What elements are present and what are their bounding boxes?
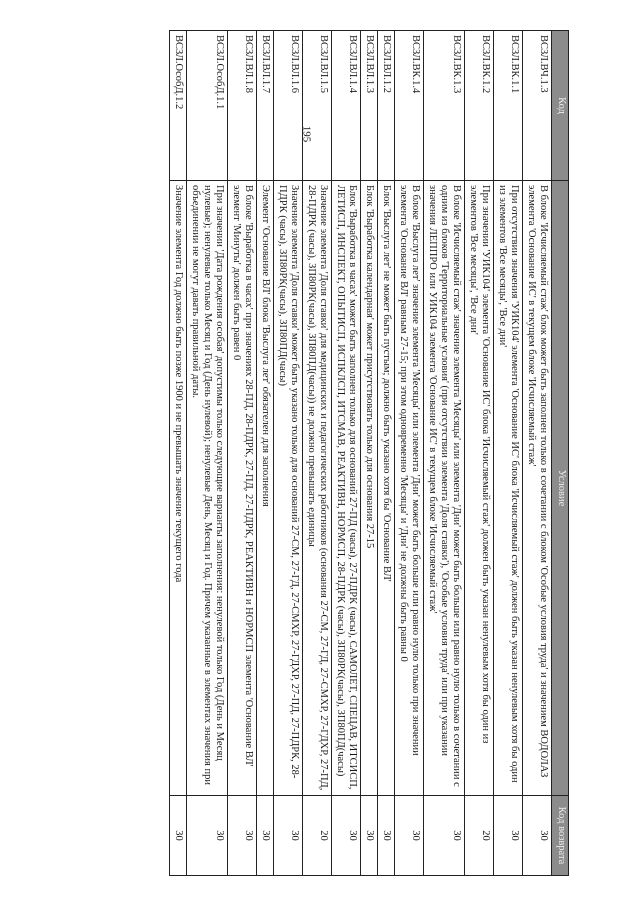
table-row	[465, 31, 494, 876]
table-row	[378, 31, 395, 876]
row-condition: Значение элемента 'Доля ставки' может быть указано только для оснований 27-СМ, 27-ГД, 27-СМХР, 27-ГДХР, 27-ПД, 27-ПДРК, 28-ПДРК (часы), ЗП80РК(часы), ЗП80ПД(часы)	[274, 181, 303, 796]
table-row	[424, 31, 465, 876]
row-return-code: 30	[257, 796, 274, 876]
header-condition: Условие	[552, 181, 569, 796]
row-condition: В блоке 'Исчисляемый стаж' значение элемента 'Месяцы' или элемента 'Дни' может быть больше или равно нулю только в сочетании с одним из блоков 'Территориальные условия' (при отсутствии элемента 'Доля ставки'), 'Особые условия труда' или при указании значения ЛЕППРО или УИК104 элемента 'Основание ИС' в текущем блоке 'Исчисляемый стаж'	[424, 181, 465, 796]
table-row	[257, 31, 274, 876]
validation-table	[169, 30, 569, 876]
row-code: ВСЗЛ.ВК.1.4	[395, 31, 424, 181]
row-return-code: 30	[274, 796, 303, 876]
table-container	[64, 30, 569, 875]
row-return-code: 30	[332, 796, 361, 876]
row-condition: При отсутствии значения 'УИК104' элемента 'Основание ИС' блока 'Исчисляемый стаж' должен быть указан ненулевым хотя бы один из элементов 'Все месяцы', 'Все дни'	[494, 181, 523, 796]
row-return-code: 30	[424, 796, 465, 876]
row-condition: Блок 'Выслуга лет' не может быть пустым; должно быть указано хотя бы 'Основание ВЛ'	[378, 181, 395, 796]
row-condition: Значение элемента Год должно быть позже 1900 и не превышать значение текущего года	[170, 181, 187, 796]
table-row	[187, 31, 228, 876]
table-row	[494, 31, 523, 876]
table-row	[274, 31, 303, 876]
row-condition: Элемент 'Основание ВЛ' блока 'Выслуга лет' обязателен для заполнения	[257, 181, 274, 796]
row-code: ВСЗЛ.ВЛ.1.2	[378, 31, 395, 181]
row-return-code: 30	[228, 796, 257, 876]
table-row	[170, 31, 187, 876]
row-code: ВСЗЛ.ВК.1.3	[424, 31, 465, 181]
row-condition: В блоке 'Выработка в часах' при значениях 28-ПД, 28-ПДРК, 27-ПД, 27-ПДРК, РЕАКТИВН и НОРМСП элемента 'Основание ВЛ' элемент 'Минуты' должен быть равен 0	[228, 181, 257, 796]
row-return-code: 30	[494, 796, 523, 876]
header-return-code: Код возврата	[552, 796, 569, 876]
row-code: ВСЗЛ.ВЛ.1.4	[332, 31, 361, 181]
row-code: ВСЗЛ.ВК.1.2	[465, 31, 494, 181]
table-header-row	[552, 31, 569, 876]
row-return-code: 30	[395, 796, 424, 876]
row-code: ВСЗЛ.ВЧ.1.3	[523, 31, 552, 181]
row-code: ВСЗЛ.ВЛ.1.3	[361, 31, 378, 181]
row-code: ВСЗЛ.ВЛ.1.6	[274, 31, 303, 181]
row-return-code: 20	[465, 796, 494, 876]
table-row	[523, 31, 552, 876]
row-code: ВСЗЛ.ВЛ.1.5	[303, 31, 332, 181]
table-row	[303, 31, 332, 876]
page-number: 195	[300, 125, 313, 143]
row-return-code: 30	[523, 796, 552, 876]
row-return-code: 30	[187, 796, 228, 876]
row-condition: В блоке 'Исчисляемый стаж' блок может быть заполнен только в сочетании с блоком 'Особые условия труда' и значением ВОДОЛАЗ элемента 'Основание ИС' в текущем блоке 'Исчисляемый стаж'	[523, 181, 552, 796]
row-code: ВСЗЛ.ВК.1.1	[494, 31, 523, 181]
row-code: ВСЗЛ.ОсобД.1.2	[170, 31, 187, 181]
row-code: ВСЗЛ.ВЛ.1.8	[228, 31, 257, 181]
header-code: Код	[552, 31, 569, 181]
row-condition: Значение элемента 'Доля ставки' для медицинских и педагогических работников (основания 27-СМ, 27-ГД, 27-СМХР, 27-ГДХР, 27-ПД, 28-ПДРК (часы), ЗП80РК(часы), ЗП80ПД(часы)) не должно превышать единицы	[303, 181, 332, 796]
table-body	[170, 31, 552, 876]
row-code: ВСЗЛ.ОсобД.1.1	[187, 31, 228, 181]
rotated-page	[64, 30, 640, 865]
table-row	[228, 31, 257, 876]
table-row	[361, 31, 378, 876]
row-code: ВСЗЛ.ВЛ.1.7	[257, 31, 274, 181]
row-condition: В блоке 'Выслуга лет' значение элемента 'Месяцы' или элемента 'Дни' может быть больше или равно нулю только при значении элемента 'Основание ВЛ' равным 27-15; при этом одновременно 'Месяцы' и 'Дни' не должны быть равны 0	[395, 181, 424, 796]
row-condition: При значении 'Дата рождения особая' допустимы только следующие варианты заполнения: ненулевой только Год (День и Месяц нулевые); ненулевые только Месяц и Год (День нулевой); ненулевые День, Месяц и Год. Причем указанные в элементах значения при объединении не могут давать правильной даты.	[187, 181, 228, 796]
row-condition: Блок 'Выработка календарная' может присутствовать только для основания 27-15	[361, 181, 378, 796]
row-return-code: 30	[361, 796, 378, 876]
table-row	[395, 31, 424, 876]
row-return-code: 30	[170, 796, 187, 876]
row-condition: При значении 'УИК104' элемента 'Основание ИС' блока 'Исчисляемый стаж' должен быть указан ненулевым хотя бы один из элементов 'Все месяцы', 'Все дни'	[465, 181, 494, 796]
row-condition: Блок 'Выработка в часах' может быть заполнен только для оснований 27-ПД (часы), 27-ПДРК (часы), САМОЛЕТ, СПЕЦАВ, ИТСИСП, ЛЕТИСП, ИНСПЕКТ, ОПЫТИСП, ИСПКЛСП, ИТСМАВ, РЕАКТИВН, НОРМСП, 28-ПДРК (часы), ЗП80РК(часы), ЗП80ПД(часы)	[332, 181, 361, 796]
row-return-code: 30	[378, 796, 395, 876]
table-row	[332, 31, 361, 876]
row-return-code: 20	[303, 796, 332, 876]
